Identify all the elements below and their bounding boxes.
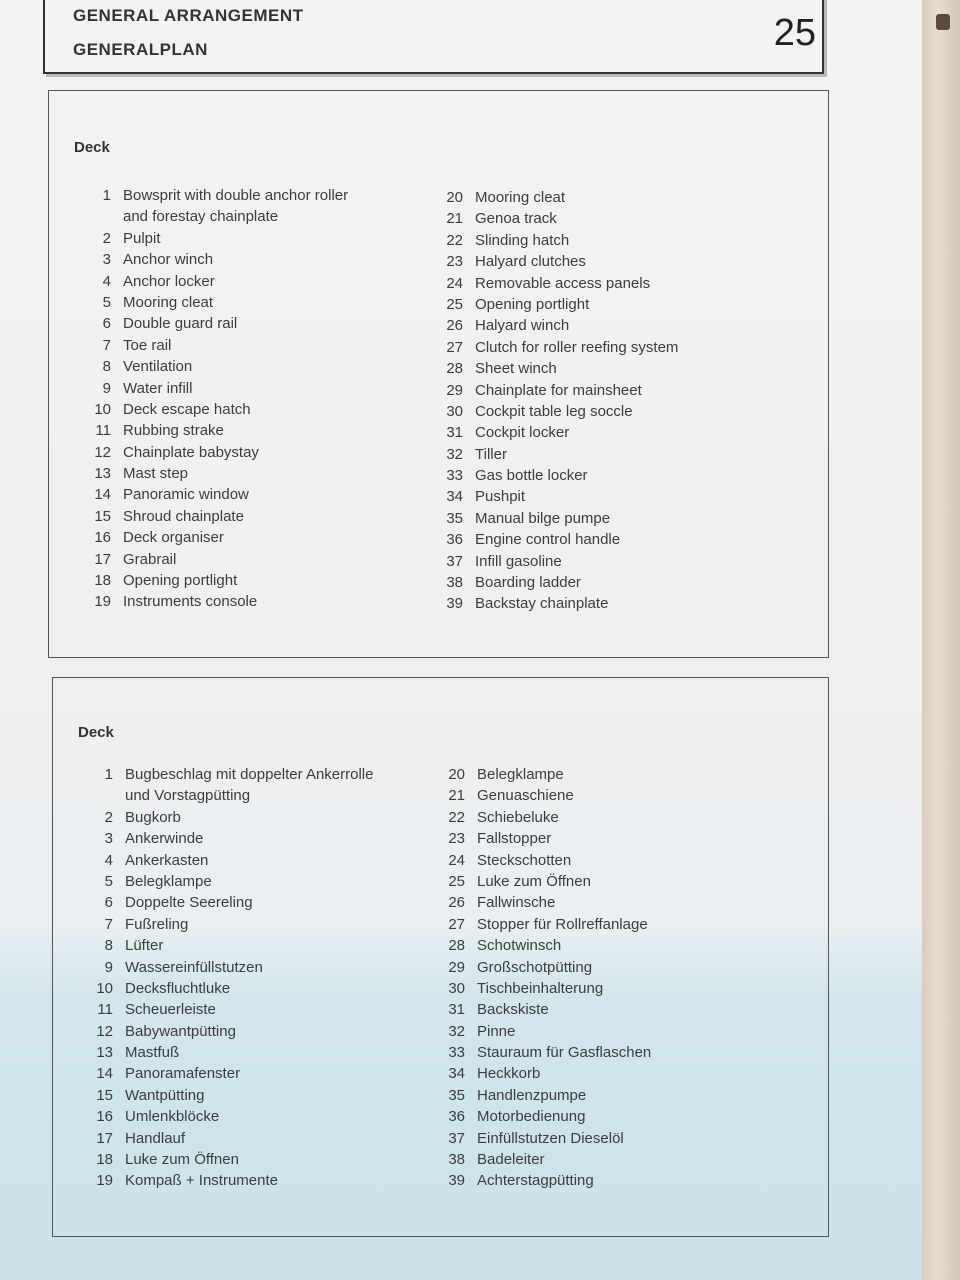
item-number: 2 <box>102 229 111 247</box>
item-number: 14 <box>94 486 111 504</box>
item-label: Motorbedienung <box>477 1108 586 1126</box>
item-label: Tiller <box>475 445 507 463</box>
item-number: 23 <box>446 253 463 271</box>
item-number: 13 <box>96 1044 113 1062</box>
item-label: Chainplate for mainsheet <box>475 381 642 399</box>
item-number: 19 <box>96 1172 113 1190</box>
item-label: Slinding hatch <box>475 231 570 249</box>
item-label: Genoa track <box>475 210 557 228</box>
item-label: Cockpit locker <box>475 424 570 442</box>
item-number: 28 <box>446 360 463 378</box>
item-number: 1 <box>102 187 111 204</box>
item-label: Double guard rail <box>123 315 238 333</box>
item-label: Wantpütting <box>125 1086 205 1104</box>
item-label: Großschotpütting <box>477 958 593 976</box>
item-number: 31 <box>446 424 463 442</box>
item-number: 3 <box>104 830 113 848</box>
item-label: Ankerwinde <box>125 830 204 848</box>
item-number: 8 <box>102 358 111 376</box>
item-label: Mast step <box>123 465 189 483</box>
item-label: Opening portlight <box>123 572 238 590</box>
item-number: 39 <box>446 595 463 613</box>
item-number: 24 <box>448 851 465 869</box>
item-number: 6 <box>104 894 113 912</box>
item-number: 10 <box>96 979 113 997</box>
item-number: 3 <box>102 251 111 269</box>
item-number: 5 <box>102 293 111 311</box>
item-label: Anchor locker <box>123 272 215 290</box>
item-number: 39 <box>448 1172 465 1190</box>
item-label: Instruments console <box>123 593 258 611</box>
section-title-de: Deck <box>78 724 114 741</box>
item-label: Stopper für Rollreffanlage <box>477 915 648 933</box>
item-number: 32 <box>446 445 463 463</box>
item-number: 31 <box>448 1001 465 1019</box>
item-number: 19 <box>94 593 111 611</box>
item-number: 12 <box>96 1022 113 1040</box>
item-label: und Vorstagpütting <box>125 787 251 805</box>
item-number: 20 <box>446 189 463 206</box>
item-label: Handlenzpumpe <box>477 1086 587 1104</box>
english-deck-panel <box>48 90 829 658</box>
item-number: 7 <box>104 915 113 933</box>
item-number: 34 <box>448 1065 465 1083</box>
item-label: Genuaschiene <box>477 787 574 805</box>
item-number: 2 <box>104 808 113 826</box>
item-label: Heckkorb <box>477 1065 541 1083</box>
item-label: Kompaß + Instrumente <box>125 1172 278 1190</box>
item-number: 27 <box>446 338 463 356</box>
item-number: 20 <box>448 766 465 783</box>
item-label: Panoramafenster <box>125 1065 241 1083</box>
item-label: Panoramic window <box>123 486 249 504</box>
item-label: Mastfuß <box>125 1044 180 1062</box>
item-label: Backstay chainplate <box>475 595 609 613</box>
item-label: Backskiste <box>477 1001 549 1019</box>
item-label: Manual bilge pumpe <box>475 509 611 527</box>
item-label: Water infill <box>123 379 193 397</box>
item-label: Fallwinsche <box>477 894 556 912</box>
item-number: 15 <box>94 507 111 525</box>
item-label: Ankerkasten <box>125 851 209 869</box>
item-label: Halyard clutches <box>475 253 586 271</box>
item-number: 18 <box>96 1151 113 1169</box>
item-number: 27 <box>448 915 465 933</box>
item-label: Opening portlight <box>475 295 590 313</box>
item-label: Anchor winch <box>123 251 214 269</box>
item-number: 26 <box>448 894 465 912</box>
item-label: Belegklampe <box>477 766 564 783</box>
item-label: Sheet winch <box>475 360 557 378</box>
item-number: 29 <box>446 381 463 399</box>
item-number: 26 <box>446 317 463 335</box>
item-number: 38 <box>448 1151 465 1169</box>
item-label: Halyard winch <box>475 317 570 335</box>
item-number: 23 <box>448 830 465 848</box>
item-number: 14 <box>96 1065 113 1083</box>
item-number: 28 <box>448 937 465 955</box>
item-number: 13 <box>94 465 111 483</box>
item-label: Deck escape hatch <box>123 400 251 418</box>
item-number: 33 <box>446 467 463 485</box>
item-number: 8 <box>104 937 113 955</box>
item-label: Fußreling <box>125 915 189 933</box>
item-number: 30 <box>446 402 463 420</box>
item-label: Belegklampe <box>125 872 212 890</box>
item-label: Cockpit table leg soccle <box>475 402 633 420</box>
item-number: 38 <box>446 574 463 592</box>
item-number: 36 <box>448 1108 465 1126</box>
item-label: Toe rail <box>123 336 172 354</box>
item-number: 4 <box>104 851 113 869</box>
item-label: Bugkorb <box>125 808 181 826</box>
item-label: Einfüllstutzen Dieselöl <box>477 1129 624 1147</box>
item-label: Shroud chainplate <box>123 507 244 525</box>
item-label: Pulpit <box>123 229 161 247</box>
edge-mark <box>936 14 950 30</box>
item-number: 24 <box>446 274 463 292</box>
item-label: Badeleiter <box>477 1151 545 1169</box>
item-number: 37 <box>446 552 463 570</box>
item-number: 11 <box>97 1001 113 1019</box>
item-label: Deck organiser <box>123 529 224 547</box>
item-number: 30 <box>448 979 465 997</box>
item-label: and forestay chainplate <box>123 208 279 226</box>
item-label: Boarding ladder <box>475 574 581 592</box>
item-label: Bowsprit with double anchor roller <box>123 187 349 204</box>
item-number: 25 <box>446 295 463 313</box>
item-number: 17 <box>94 550 111 568</box>
item-label: Lüfter <box>125 937 164 955</box>
german-deck-panel <box>52 677 829 1237</box>
item-number: 22 <box>446 231 463 249</box>
item-number: 16 <box>94 529 111 547</box>
item-number: 10 <box>94 400 111 418</box>
item-number: 33 <box>448 1044 465 1062</box>
item-label: Mooring cleat <box>475 189 566 206</box>
header-title-en: GENERAL ARRANGEMENT <box>73 6 304 25</box>
page-header <box>43 0 824 74</box>
item-label: Wassereinfüllstutzen <box>125 958 263 976</box>
header-title-de: GENERALPLAN <box>73 40 208 59</box>
item-label: Grabrail <box>123 550 177 568</box>
item-number: 16 <box>96 1108 113 1126</box>
item-label: Clutch for roller reefing system <box>475 338 679 356</box>
item-label: Pushpit <box>475 488 526 506</box>
item-label: Scheuerleiste <box>125 1001 216 1019</box>
item-label: Infill gasoline <box>475 552 562 570</box>
page-number: 25 <box>773 12 816 54</box>
item-number: 12 <box>94 443 111 461</box>
item-label: Removable access panels <box>475 274 651 292</box>
item-number: 5 <box>104 872 113 890</box>
item-label: Schotwinsch <box>477 937 562 955</box>
item-label: Pinne <box>477 1022 516 1040</box>
item-number: 9 <box>102 379 111 397</box>
item-label: Engine control handle <box>475 531 621 549</box>
item-label: Doppelte Seereling <box>125 894 253 912</box>
item-number: 15 <box>96 1086 113 1104</box>
section-title-en: Deck <box>74 139 110 156</box>
item-number: 32 <box>448 1022 465 1040</box>
item-number: 18 <box>94 572 111 590</box>
item-number: 7 <box>102 336 111 354</box>
item-label: Achterstagpütting <box>477 1172 594 1190</box>
item-number: 37 <box>448 1129 465 1147</box>
item-number: 36 <box>446 531 463 549</box>
item-label: Mooring cleat <box>123 293 214 311</box>
item-number: 35 <box>446 509 463 527</box>
item-label: Tischbeinhalterung <box>477 979 604 997</box>
item-label: Schiebeluke <box>477 808 559 826</box>
item-label: Umlenkblöcke <box>125 1108 220 1126</box>
item-label: Decksfluchtluke <box>125 979 231 997</box>
item-number: 29 <box>448 958 465 976</box>
item-number: 35 <box>448 1086 465 1104</box>
item-label: Chainplate babystay <box>123 443 259 461</box>
item-label: Bugbeschlag mit doppelter Ankerrolle <box>125 766 374 783</box>
item-number: 34 <box>446 488 463 506</box>
item-number: 4 <box>102 272 111 290</box>
item-number: 6 <box>102 315 111 333</box>
item-label: Stauraum für Gasflaschen <box>477 1044 652 1062</box>
item-number: 11 <box>95 422 111 440</box>
item-label: Luke zum Öffnen <box>477 872 591 890</box>
page-edge <box>922 0 960 1280</box>
item-label: Steckschotten <box>477 851 572 869</box>
item-number: 21 <box>448 787 465 805</box>
item-number: 17 <box>96 1129 113 1147</box>
item-label: Rubbing strake <box>123 422 224 440</box>
item-number: 9 <box>104 958 113 976</box>
item-number: 22 <box>448 808 465 826</box>
item-label: Fallstopper <box>477 830 552 848</box>
item-label: Babywantpütting <box>125 1022 236 1040</box>
item-number: 25 <box>448 872 465 890</box>
item-label: Luke zum Öffnen <box>125 1151 239 1169</box>
item-label: Handlauf <box>125 1129 186 1147</box>
item-number: 21 <box>446 210 463 228</box>
item-number: 1 <box>104 766 113 783</box>
item-label: Ventilation <box>123 358 193 376</box>
item-label: Gas bottle locker <box>475 467 588 485</box>
